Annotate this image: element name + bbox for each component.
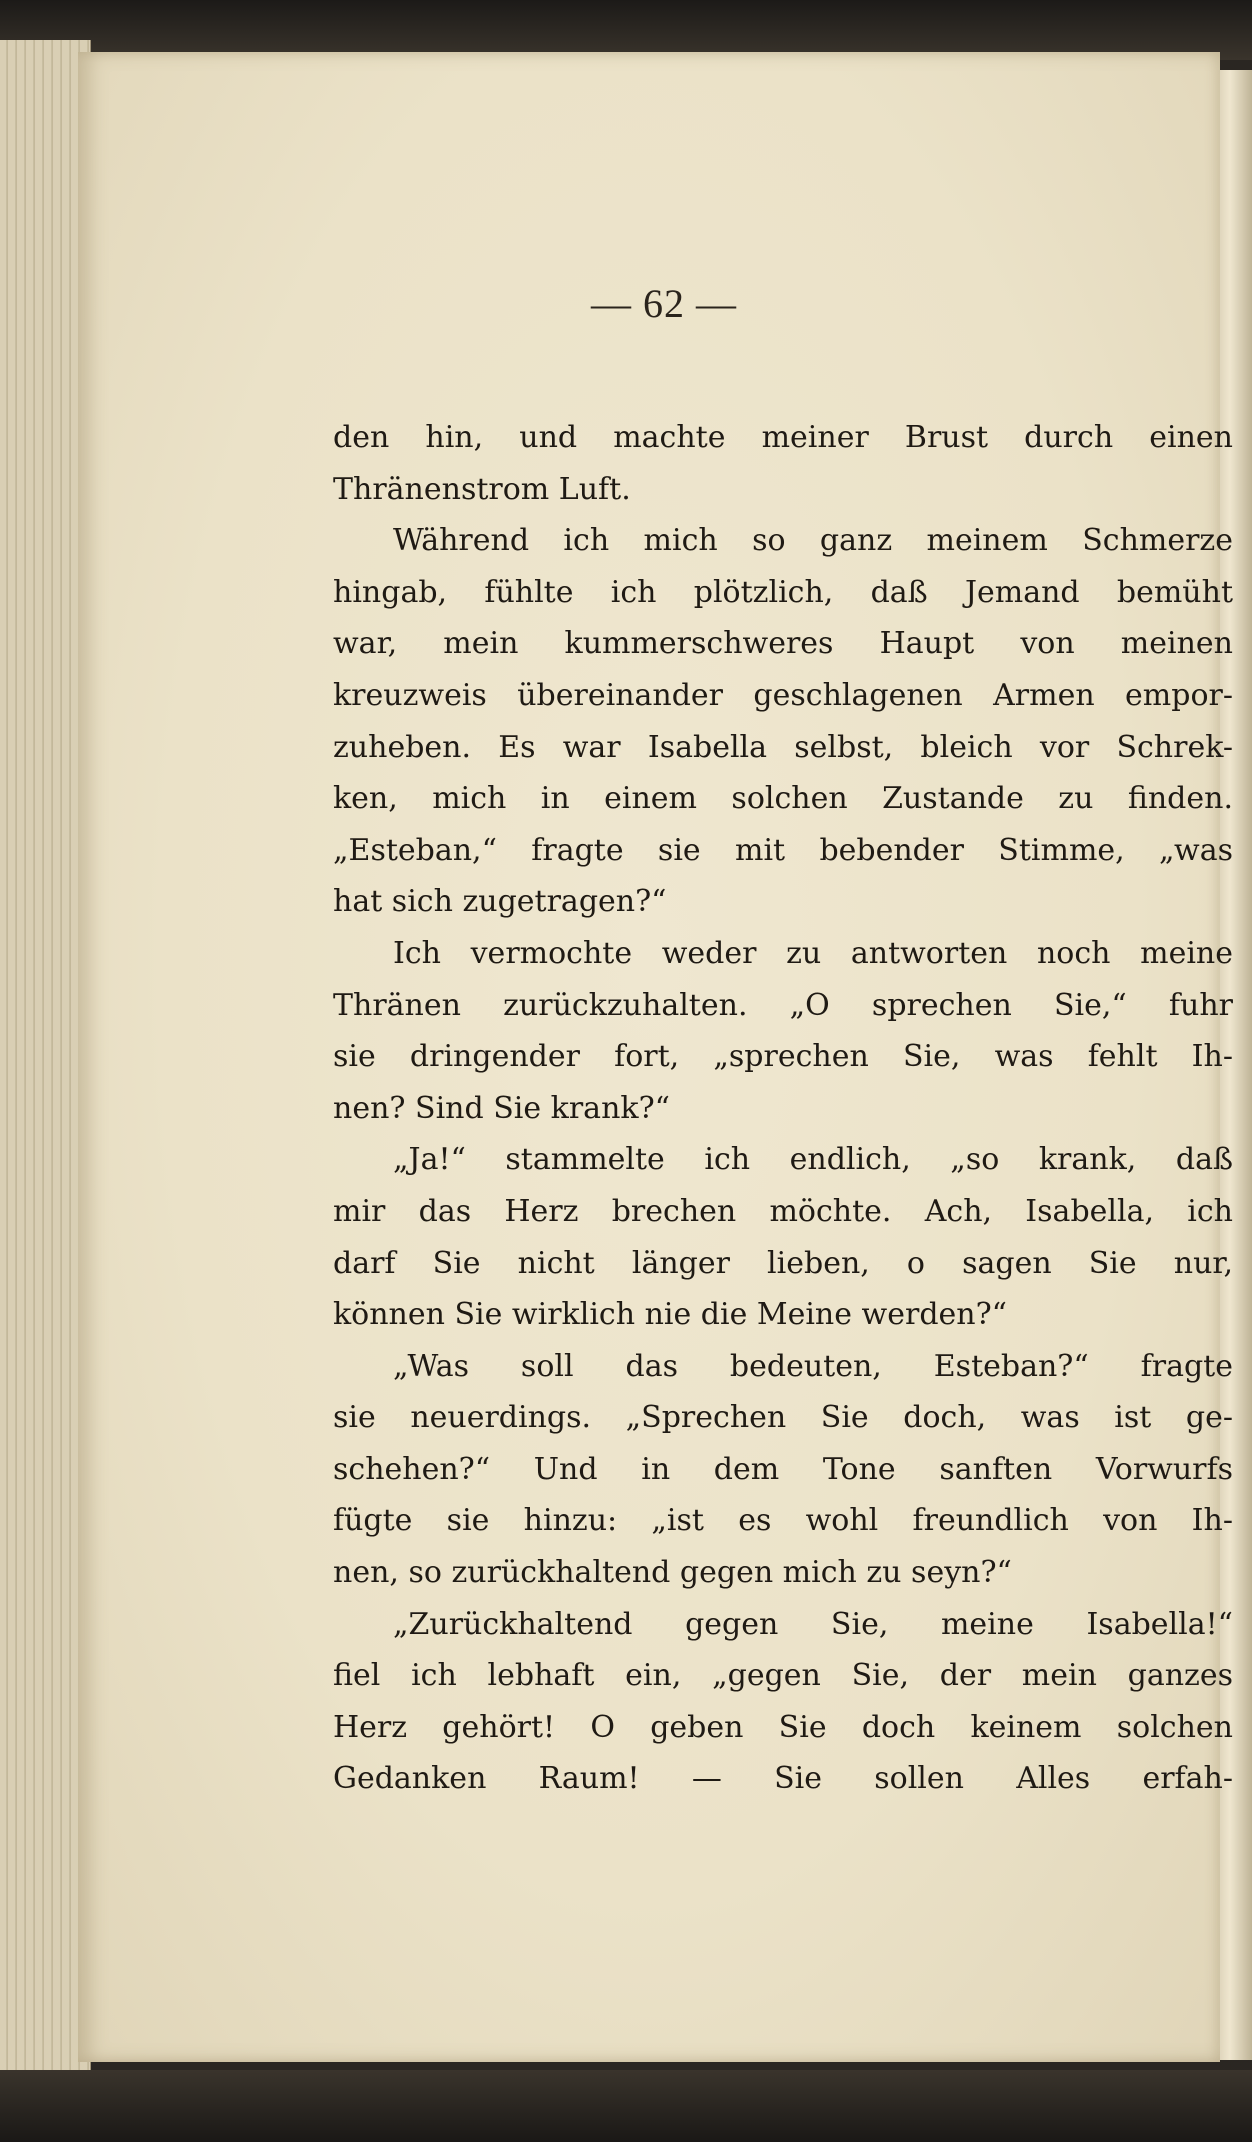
- text-line: mir das Herz brechen möchte. Ach, Isabella, ich: [333, 1193, 1233, 1229]
- text-line: „Esteban,“ fragte sie mit bebender Stimme, „was: [333, 832, 1233, 868]
- text-line: zuheben. Es war Isabella selbst, bleich vor Schrek-: [333, 729, 1233, 765]
- text-line: war, mein kummerschweres Haupt von meinen: [333, 626, 1233, 662]
- book-cover-bottom-edge: [0, 2070, 1252, 2142]
- text-line: den hin, und machte meiner Brust durch einen: [333, 420, 1233, 455]
- text-line: kreuzweis übereinander geschlagenen Armen empor-: [333, 677, 1233, 713]
- text-line: nen, so zurückhaltend gegen mich zu seyn?“: [333, 1555, 1012, 1591]
- text-line: Thränen zurückzuhalten. „O sprechen Sie,“ fuhr: [333, 987, 1233, 1023]
- text-line: ken, mich in einem solchen Zustande zu finden.: [333, 781, 1233, 817]
- text-line: hingab, fühlte ich plötzlich, daß Jemand bemüht: [333, 574, 1233, 610]
- text-line: „Ja!“ stammelte ich endlich, „so krank, daß: [393, 1142, 1233, 1178]
- book-page: [78, 52, 1233, 2062]
- text-line: fiel ich lebhaft ein, „gegen Sie, der mein ganzes: [333, 1658, 1233, 1694]
- text-line: „Was soll das bedeuten, Esteban?“ fragte: [393, 1348, 1233, 1384]
- text-line: sie dringender fort, „sprechen Sie, was fehlt Ih-: [333, 1039, 1233, 1075]
- text-line: können Sie wirklich nie die Meine werden?“: [333, 1297, 1008, 1333]
- page-number: — 62 —: [591, 281, 737, 326]
- text-line: schehen?“ Und in dem Tone sanften Vorwurfs: [333, 1451, 1233, 1487]
- text-line: „Zurückhaltend gegen Sie, meine Isabella!“: [393, 1606, 1233, 1642]
- text-line: hat sich zugetragen?“: [333, 884, 667, 920]
- text-line: sie neuerdings. „Sprechen Sie doch, was ist ge-: [333, 1400, 1233, 1436]
- text-line: Gedanken Raum! — Sie sollen Alles erfah-: [333, 1761, 1233, 1797]
- text-line: fügte sie hinzu: „ist es wohl freundlich von Ih-: [333, 1503, 1233, 1539]
- text-line: Während ich mich so ganz meinem Schmerze: [393, 523, 1233, 559]
- text-line: Ich vermochte weder zu antworten noch meine: [393, 935, 1233, 971]
- text-line: Thränenstrom Luft.: [333, 471, 631, 507]
- text-line: darf Sie nicht länger lieben, o sagen Sie nur,: [333, 1245, 1233, 1281]
- text-line: Herz gehört! O geben Sie doch keinem solchen: [333, 1709, 1233, 1745]
- text-line: nen? Sind Sie krank?“: [333, 1090, 670, 1126]
- page-text: [333, 412, 1233, 1805]
- book-cover-top-edge: [0, 0, 1252, 60]
